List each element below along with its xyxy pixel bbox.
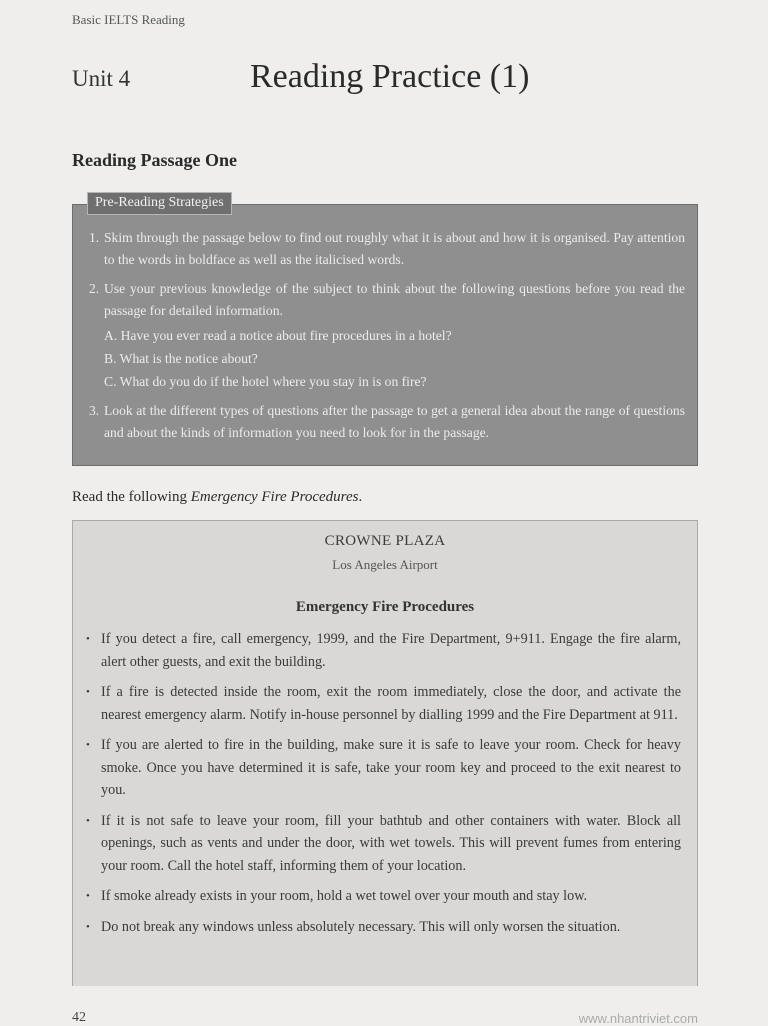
instruction-suffix: .	[358, 489, 363, 505]
footer-website: www.nhantriviet.com	[578, 1011, 698, 1026]
strategy-number: 2.	[89, 281, 100, 296]
strategy-item	[89, 278, 685, 393]
strategy-item	[89, 400, 685, 444]
bullet-icon: •	[86, 890, 90, 902]
procedure-text: If you detect a fire, call emergency, 1999, and the Fire Department, 9+911. Engage the fire alarm, alert other guests, and exit the building.	[101, 631, 681, 670]
strategy-number: 1.	[89, 230, 100, 245]
strategy-list	[89, 227, 685, 451]
running-header: Basic IELTS Reading	[72, 12, 185, 27]
procedure-list	[85, 628, 681, 946]
question-item: A. Have you ever read a notice about fire procedures in a hotel?	[104, 328, 452, 343]
procedure-item	[85, 628, 681, 673]
question-item: C. What do you do if the hotel where you stay in is on fire?	[104, 374, 427, 389]
strategies-tab-label: Pre-Reading Strategies	[87, 192, 232, 215]
bullet-icon: •	[86, 739, 90, 751]
procedure-text: If you are alerted to fire in the building, make sure it is safe to leave your room. Check for heavy smoke. Once you have determined it is safe, take your room key and proceed to the exit nearest to you.	[101, 737, 681, 798]
page-number: 42	[72, 1010, 86, 1025]
strategy-text: Use your previous knowledge of the subject to think about the following questions before you read the passage for detailed information.	[104, 281, 685, 318]
procedure-text: If a fire is detected inside the room, exit the room immediately, close the door, and activate the nearest emergency alarm. Notify in-house personnel by dialling 1999 and the Fire Department at 911.	[101, 684, 681, 723]
instruction-prefix: Read the following	[72, 489, 191, 505]
question-item: B. What is the notice about?	[104, 351, 258, 366]
page-title: Reading Practice (1)	[250, 58, 530, 95]
notice-location: Los Angeles Airport	[332, 557, 438, 572]
unit-heading	[72, 58, 692, 102]
reading-instruction	[72, 489, 362, 506]
procedure-item	[85, 681, 681, 726]
strategy-text: Skim through the passage below to find out roughly what it is about and how it is organised. Pay attention to the words in boldface as well as the italicised words.	[104, 230, 685, 267]
bullet-icon: •	[86, 686, 90, 698]
notice-organization: CROWNE PLAZA	[324, 533, 446, 549]
strategy-text: Look at the different types of questions after the passage to get a general idea about the range of questions and about the kinds of information you need to look for in the passage.	[104, 403, 685, 440]
notice-title: Emergency Fire Procedures	[295, 599, 475, 615]
question-list	[104, 324, 685, 393]
procedure-text: If smoke already exists in your room, hold a wet towel over your mouth and stay low.	[101, 888, 588, 904]
unit-label: Unit 4	[72, 66, 131, 91]
fire-procedures-notice	[72, 520, 698, 986]
procedure-text: If it is not safe to leave your room, fill your bathtub and other containers with water. Block all openings, such as vents and under the door, with wet towels. This will prevent fumes from entering your room. Call the hotel staff, informing them of your location.	[101, 812, 681, 874]
procedure-item	[85, 885, 681, 908]
section-heading: Reading Passage One	[72, 150, 238, 170]
bullet-icon: •	[86, 814, 90, 827]
procedure-item	[85, 734, 681, 802]
bullet-icon: •	[86, 920, 90, 933]
procedure-item	[85, 916, 681, 939]
procedure-text: Do not break any windows unless absolutely necessary. This will only worsen the situation.	[101, 918, 621, 935]
strategy-item	[89, 227, 685, 271]
instruction-emphasis: Emergency Fire Procedures	[190, 489, 359, 505]
strategy-number: 3.	[89, 403, 100, 418]
bullet-icon: •	[86, 633, 90, 645]
procedure-item	[85, 810, 681, 878]
pre-reading-strategies-box	[72, 195, 698, 466]
